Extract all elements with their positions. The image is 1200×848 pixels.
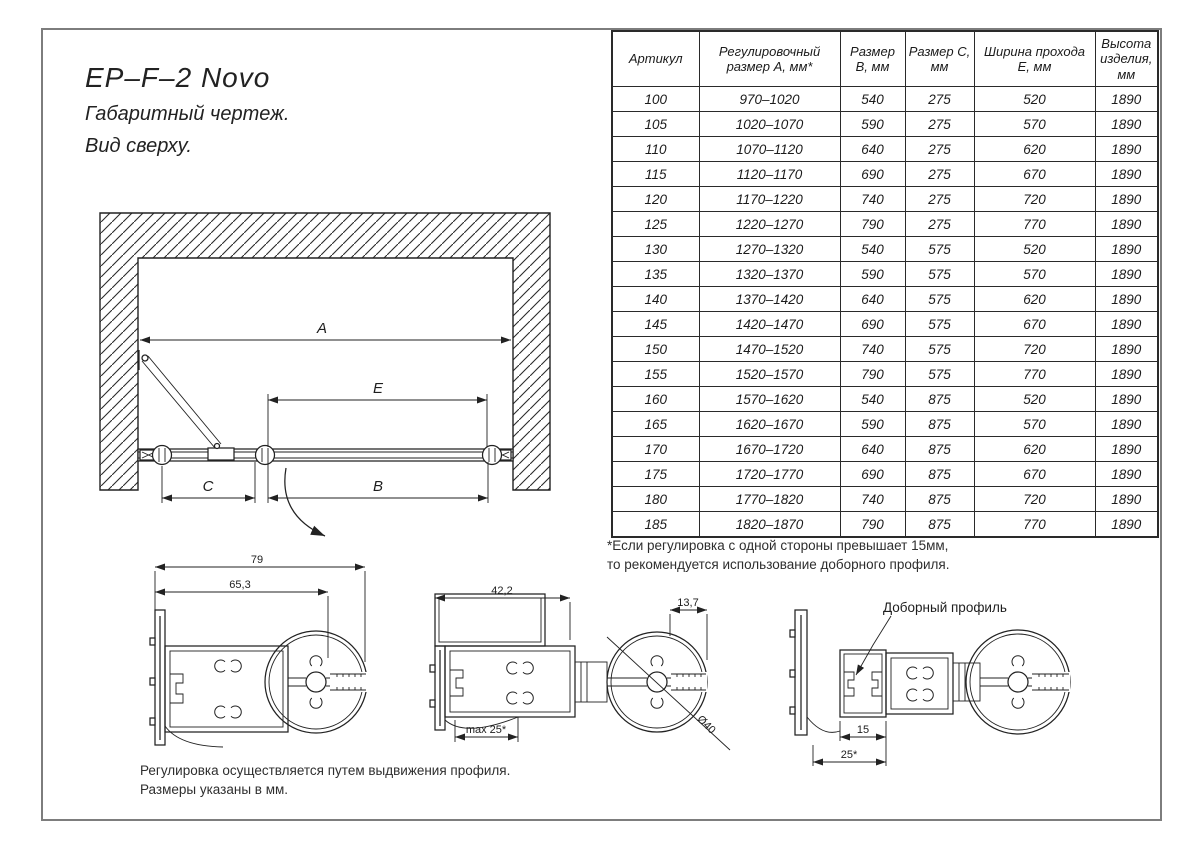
dim-79-label: 79: [250, 554, 264, 566]
dimension-13-7: [670, 597, 707, 660]
table-cell: 1890: [1095, 237, 1158, 262]
table-cell: 970–1020: [699, 87, 840, 112]
detail-leader-arrow: [285, 468, 325, 536]
table-cell: 720: [974, 187, 1095, 212]
table-cell: 275: [905, 112, 974, 137]
table-cell: 1320–1370: [699, 262, 840, 287]
table-cell: 590: [840, 412, 905, 437]
table-cell: 1890: [1095, 212, 1158, 237]
table-cell: 770: [974, 512, 1095, 538]
table-cell: 670: [974, 462, 1095, 487]
table-cell: 520: [974, 387, 1095, 412]
table-header-cell: Высота изделия, мм: [1095, 31, 1158, 87]
table-cell: 790: [840, 212, 905, 237]
door-track: [138, 446, 513, 465]
spec-table-header-row: [612, 31, 1158, 87]
round-profile-section: [265, 631, 368, 733]
table-row: [612, 387, 1158, 412]
hinge-left: [153, 446, 172, 465]
table-cell: 590: [840, 112, 905, 137]
table-cell: 520: [974, 87, 1095, 112]
dim-42-2-label: 42,2: [491, 585, 513, 597]
table-header-cell: Размер С, мм: [905, 31, 974, 87]
table-cell: 1890: [1095, 87, 1158, 112]
box-profile-section: [445, 646, 607, 717]
filler-profile-label: Доборный профиль: [883, 600, 1007, 615]
table-cell: 570: [974, 412, 1095, 437]
table-cell: 275: [905, 212, 974, 237]
table-cell: 590: [840, 262, 905, 287]
table-cell: 790: [840, 512, 905, 538]
table-cell: 670: [974, 162, 1095, 187]
table-cell: 1120–1170: [699, 162, 840, 187]
table-cell: 770: [974, 212, 1095, 237]
model-name: EP–F–2 Novo: [85, 62, 271, 93]
table-cell: 125: [612, 212, 699, 237]
view-label: Вид сверху.: [85, 135, 192, 157]
table-cell: 875: [905, 512, 974, 538]
table-row: [612, 112, 1158, 137]
table-cell: 1890: [1095, 137, 1158, 162]
table-cell: 140: [612, 287, 699, 312]
table-cell: 150: [612, 337, 699, 362]
table-cell: 720: [974, 337, 1095, 362]
table-cell: 1670–1720: [699, 437, 840, 462]
table-cell: 570: [974, 262, 1095, 287]
dimension-42-2: [435, 585, 570, 640]
table-cell: 1070–1120: [699, 137, 840, 162]
dimension-e: [268, 380, 487, 447]
table-cell: 185: [612, 512, 699, 538]
table-cell: 1620–1670: [699, 412, 840, 437]
table-cell: 115: [612, 162, 699, 187]
round-profile-section: [966, 630, 1070, 734]
profile-detail-closed: [135, 550, 395, 765]
table-header-cell: Ширина прохода Е, мм: [974, 31, 1095, 87]
table-cell: 120: [612, 187, 699, 212]
dim-diameter-label: Ø40: [694, 713, 718, 737]
table-cell: 1890: [1095, 362, 1158, 387]
table-cell: 145: [612, 312, 699, 337]
table-cell: 1890: [1095, 187, 1158, 212]
table-cell: 1520–1570: [699, 362, 840, 387]
note-line-2: Размеры указаны в мм.: [140, 781, 289, 797]
table-cell: 875: [905, 412, 974, 437]
filler-profile-section: [840, 650, 886, 717]
footnote-line-1: *Если регулировка с одной стороны превышает 15мм,: [607, 538, 949, 553]
table-cell: 1890: [1095, 462, 1158, 487]
table-header-cell: Регулировочный размер А, мм*: [699, 31, 840, 87]
table-cell: 640: [840, 287, 905, 312]
drawing-type-label: Габаритный чертеж.: [85, 103, 290, 125]
table-cell: 620: [974, 137, 1095, 162]
table-row: [612, 412, 1158, 437]
table-cell: 570: [974, 112, 1095, 137]
table-cell: 275: [905, 87, 974, 112]
table-cell: 770: [974, 362, 1095, 387]
table-row: [612, 287, 1158, 312]
table-cell: 130: [612, 237, 699, 262]
table-cell: 540: [840, 237, 905, 262]
table-cell: 540: [840, 87, 905, 112]
table-row: [612, 437, 1158, 462]
table-cell: 1890: [1095, 337, 1158, 362]
dim-max-25-label: max 25*: [465, 724, 507, 736]
table-cell: 790: [840, 362, 905, 387]
footnote-line-2: то рекомендуется использование доборного профиля.: [607, 556, 950, 572]
spec-table: [611, 30, 1157, 538]
table-cell: 1890: [1095, 287, 1158, 312]
table-cell: 1890: [1095, 487, 1158, 512]
table-cell: 690: [840, 462, 905, 487]
table-cell: 275: [905, 187, 974, 212]
table-cell: 135: [612, 262, 699, 287]
table-cell: 110: [612, 137, 699, 162]
dim-65-3-label: 65,3: [229, 579, 251, 591]
table-cell: 1890: [1095, 437, 1158, 462]
table-cell: 1890: [1095, 162, 1158, 187]
dim-b-label: B: [372, 478, 384, 495]
table-cell: 1220–1270: [699, 212, 840, 237]
table-cell: 540: [840, 387, 905, 412]
table-row: [612, 512, 1158, 538]
table-row: [612, 212, 1158, 237]
table-cell: 275: [905, 137, 974, 162]
table-cell: 275: [905, 162, 974, 187]
table-row: [612, 162, 1158, 187]
wall-profile-section: [790, 610, 840, 735]
table-cell: 690: [840, 162, 905, 187]
profile-detail-extended: [405, 580, 735, 780]
dimension-b: [268, 462, 488, 503]
dim-13-7-label: 13,7: [677, 597, 699, 609]
dimension-diameter-40: [607, 637, 730, 750]
table-row: [612, 462, 1158, 487]
table-cell: 1890: [1095, 312, 1158, 337]
table-cell: 690: [840, 312, 905, 337]
table-cell: 575: [905, 337, 974, 362]
dim-15-label: 15: [856, 724, 870, 736]
table-row: [612, 362, 1158, 387]
table-row: [612, 237, 1158, 262]
table-cell: 875: [905, 437, 974, 462]
table-row: [612, 312, 1158, 337]
table-cell: 1890: [1095, 512, 1158, 538]
table-cell: 575: [905, 362, 974, 387]
dimension-c: [162, 462, 255, 503]
table-cell: 1420–1470: [699, 312, 840, 337]
table-cell: 100: [612, 87, 699, 112]
spec-table-body: [612, 87, 1158, 538]
top-view-drawing: [90, 200, 560, 550]
table-cell: 1890: [1095, 112, 1158, 137]
dim-25-label: 25*: [840, 749, 858, 761]
table-cell: 155: [612, 362, 699, 387]
note-line-1: Регулировка осуществляется путем выдвижения профиля.: [140, 763, 511, 778]
table-cell: 575: [905, 237, 974, 262]
table-cell: 1890: [1095, 412, 1158, 437]
table-row: [612, 262, 1158, 287]
table-cell: 1720–1770: [699, 462, 840, 487]
table-cell: 575: [905, 262, 974, 287]
table-row: [612, 87, 1158, 112]
table-cell: 620: [974, 287, 1095, 312]
support-rod: [139, 350, 221, 449]
table-cell: 1170–1220: [699, 187, 840, 212]
table-cell: 175: [612, 462, 699, 487]
bottom-note: [140, 762, 510, 800]
table-footnote: [607, 537, 949, 575]
table-cell: 170: [612, 437, 699, 462]
table-cell: 875: [905, 487, 974, 512]
table-cell: 1370–1420: [699, 287, 840, 312]
spec-table-grid: [611, 30, 1159, 538]
hinge-right: [483, 446, 502, 465]
table-cell: 165: [612, 412, 699, 437]
table-row: [612, 137, 1158, 162]
table-cell: 1770–1820: [699, 487, 840, 512]
table-header-cell: Размер В, мм: [840, 31, 905, 87]
table-cell: 1570–1620: [699, 387, 840, 412]
table-cell: 1470–1520: [699, 337, 840, 362]
dimension-a: [140, 320, 511, 340]
table-cell: 180: [612, 487, 699, 512]
table-cell: 640: [840, 437, 905, 462]
title-block: [85, 62, 290, 158]
table-cell: 575: [905, 287, 974, 312]
table-cell: 875: [905, 387, 974, 412]
table-cell: 740: [840, 187, 905, 212]
table-cell: 740: [840, 337, 905, 362]
dimension-25: [813, 745, 886, 766]
dim-a-label: A: [316, 320, 328, 337]
dim-c-label: C: [202, 478, 214, 495]
hinge-middle: [256, 446, 275, 465]
dim-e-label: E: [372, 380, 384, 397]
table-cell: 640: [840, 137, 905, 162]
table-row: [612, 487, 1158, 512]
table-header-cell: Артикул: [612, 31, 699, 87]
round-profile-section: [607, 632, 707, 732]
table-row: [612, 337, 1158, 362]
table-cell: 620: [974, 437, 1095, 462]
table-cell: 520: [974, 237, 1095, 262]
profile-detail-filler: [785, 595, 1085, 780]
table-cell: 1890: [1095, 387, 1158, 412]
table-cell: 1890: [1095, 262, 1158, 287]
table-cell: 740: [840, 487, 905, 512]
wall-profile-section: [150, 610, 223, 747]
table-cell: 1820–1870: [699, 512, 840, 538]
table-cell: 670: [974, 312, 1095, 337]
table-cell: 105: [612, 112, 699, 137]
table-cell: 720: [974, 487, 1095, 512]
table-row: [612, 187, 1158, 212]
rod-bracket: [208, 448, 234, 460]
table-cell: 575: [905, 312, 974, 337]
table-cell: 160: [612, 387, 699, 412]
table-cell: 875: [905, 462, 974, 487]
table-cell: 1270–1320: [699, 237, 840, 262]
table-cell: 1020–1070: [699, 112, 840, 137]
